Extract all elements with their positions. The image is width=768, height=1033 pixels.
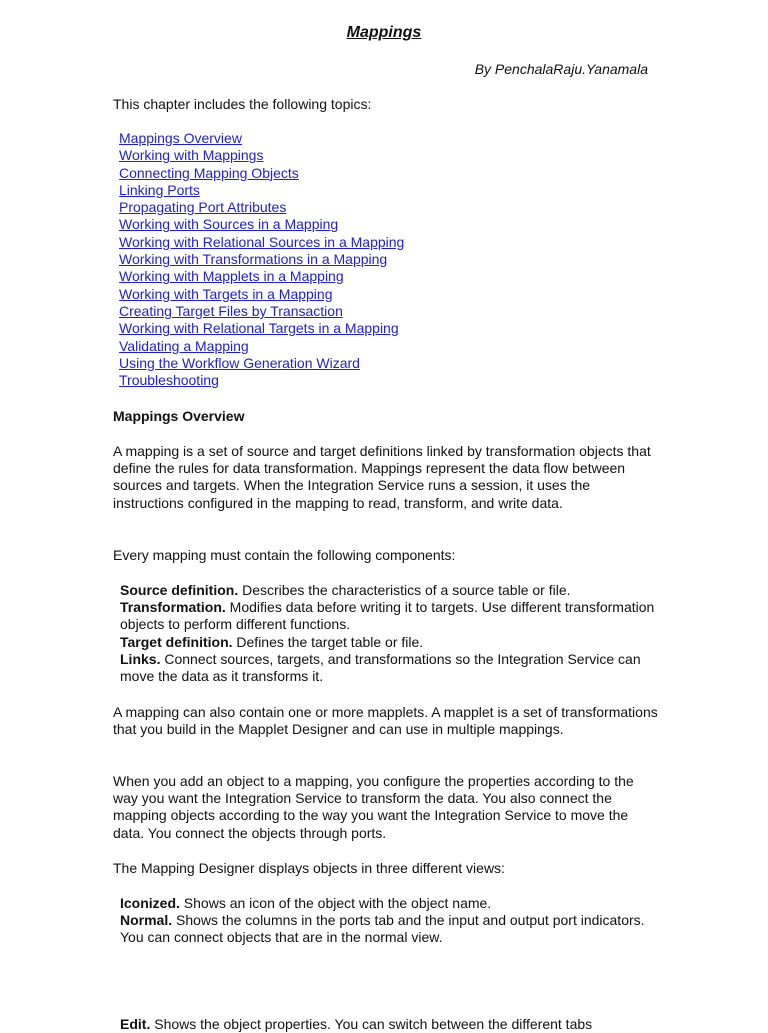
toc-item bbox=[119, 355, 404, 372]
intro-text: This chapter includes the following topics: bbox=[113, 96, 372, 112]
toc-link-sources-in-mapping[interactable]: Working with Sources in a Mapping bbox=[119, 216, 339, 233]
view-item-partial bbox=[120, 1016, 655, 1033]
component-desc: Connect sources, targets, and transformations so the Integration Service can move the data as it transforms it. bbox=[120, 650, 641, 685]
component-term: Links. bbox=[120, 650, 161, 667]
view-item bbox=[120, 895, 655, 912]
toc-link-targets[interactable]: Working with Targets in a Mapping bbox=[119, 285, 333, 302]
toc-item bbox=[119, 251, 404, 268]
toc-item bbox=[119, 234, 404, 251]
toc-link-transformations[interactable]: Working with Transformations in a Mapping bbox=[119, 251, 388, 268]
toc-link-relational-sources[interactable]: Working with Relational Sources in a Mapping bbox=[119, 233, 405, 250]
toc-item bbox=[119, 320, 404, 337]
toc-link-working-with-mappings[interactable]: Working with Mappings bbox=[119, 147, 264, 164]
toc-item bbox=[119, 130, 404, 147]
toc-link-propagating-port-attributes[interactable]: Propagating Port Attributes bbox=[119, 199, 287, 216]
view-term: Edit. bbox=[120, 1016, 151, 1032]
toc-link-linking-ports[interactable]: Linking Ports bbox=[119, 181, 200, 198]
toc-item bbox=[119, 182, 404, 199]
views-list bbox=[120, 895, 655, 947]
toc-item bbox=[119, 216, 404, 233]
toc-link-connecting-mapping-objects[interactable]: Connecting Mapping Objects bbox=[119, 164, 299, 181]
components-list bbox=[120, 582, 655, 685]
component-term: Transformation. bbox=[120, 599, 226, 616]
component-item bbox=[120, 634, 655, 651]
view-desc: Shows an icon of the object with the object name. bbox=[179, 895, 492, 911]
toc-link-validating-mapping[interactable]: Validating a Mapping bbox=[119, 337, 249, 354]
component-desc: Describes the characteristics of a source table or file. bbox=[238, 582, 571, 598]
section-heading: Mappings Overview bbox=[113, 408, 245, 424]
toc-link-target-files-by-transaction[interactable]: Creating Target Files by Transaction bbox=[119, 302, 343, 319]
overview-paragraph-2: Every mapping must contain the following components: bbox=[113, 547, 456, 563]
component-item bbox=[120, 582, 655, 599]
overview-paragraph-1: A mapping is a set of source and target definitions linked by transformation objects that define the rules for data transformation. Mappings represent the data flow between sources and targets. When the Integration Service runs a session, it uses the instructions configured in the mapping to read, transform, and write data. bbox=[113, 443, 651, 511]
toc-item bbox=[119, 338, 404, 355]
page-title: Mappings bbox=[346, 24, 422, 41]
view-desc: Shows the columns in the ports tab and the input and output port indicators. You can connect objects that are in the normal view. bbox=[120, 912, 645, 946]
view-term: Normal. bbox=[120, 912, 173, 929]
author-byline: By PenchalaRaju.Yanamala bbox=[474, 61, 648, 77]
component-desc: Modifies data before writing it to targets. Use different transformation objects to perform different functions. bbox=[120, 599, 655, 633]
toc-item bbox=[119, 372, 404, 389]
component-term: Target definition. bbox=[120, 633, 233, 650]
component-term: Source definition. bbox=[120, 582, 239, 598]
overview-paragraph-3: A mapping can also contain one or more mapplets. A mapplet is a set of transformations that you build in the Mapplet Designer and can use in multiple mappings. bbox=[113, 704, 658, 738]
toc-item bbox=[119, 303, 404, 320]
view-term: Iconized. bbox=[120, 895, 180, 911]
toc-item bbox=[119, 147, 404, 164]
component-item bbox=[120, 651, 655, 685]
toc-item bbox=[119, 165, 404, 182]
toc-link-relational-targets[interactable]: Working with Relational Targets in a Mapping bbox=[119, 320, 399, 337]
view-item bbox=[120, 912, 655, 946]
toc-link-mappings-overview[interactable]: Mappings Overview bbox=[119, 130, 242, 146]
toc-link-troubleshooting[interactable]: Troubleshooting bbox=[119, 372, 219, 389]
component-item bbox=[120, 599, 655, 633]
overview-paragraph-4: When you add an object to a mapping, you configure the properties according to the way you want the Integration Service to transform the data. You also connect the mapping objects according to the way you want the Integration Service to move the data. You connect the objects through ports. bbox=[113, 773, 634, 841]
toc-item bbox=[119, 199, 404, 216]
view-desc: Shows the object properties. You can switch between the different tabs bbox=[150, 1016, 593, 1032]
overview-paragraph-5: The Mapping Designer displays objects in three different views: bbox=[113, 860, 505, 876]
toc-item bbox=[119, 268, 404, 285]
table-of-contents bbox=[119, 130, 404, 389]
toc-link-mapplets[interactable]: Working with Mapplets in a Mapping bbox=[119, 268, 344, 285]
toc-link-workflow-generation-wizard[interactable]: Using the Workflow Generation Wizard bbox=[119, 354, 360, 371]
toc-item bbox=[119, 286, 404, 303]
component-desc: Defines the target table or file. bbox=[232, 633, 424, 650]
